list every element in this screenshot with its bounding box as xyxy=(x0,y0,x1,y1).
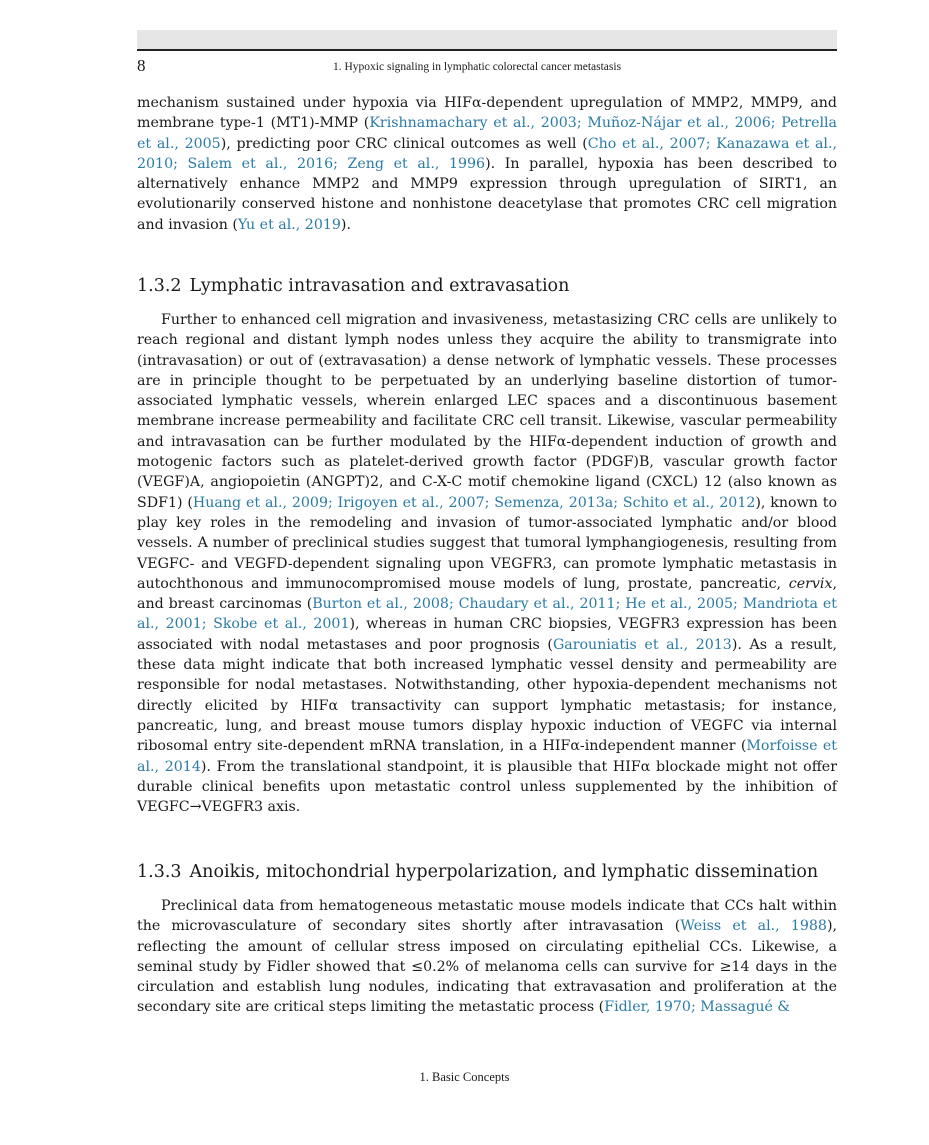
citation-link[interactable]: Morfoisse et al., 2014 xyxy=(137,738,837,775)
text-run: ). As a result, these data might indicate that both increased lymphatic vessel density and permeability are responsible for nodal metastases. Notwithstanding, other hypoxia-dependent mechanisms not directly elicited by HIFα transactivity can support lymphatic metastasis; for instance, pancreatic, lung, and breast mouse tumors display hypoxic induction of VEGFC via internal ribosomal entry site-dependent mRNA translation, in a HIFα-independent manner ( xyxy=(137,636,837,755)
citation-link[interactable]: Weiss et al., 1988 xyxy=(680,918,827,935)
page-number: 8 xyxy=(137,56,146,75)
citation-link[interactable]: Yu et al., 2019 xyxy=(237,216,341,233)
section-title: Anoikis, mitochondrial hyperpolarization, and lymphatic dissemination xyxy=(189,862,819,882)
text-run: Further to enhanced cell migration and invasiveness, metastasizing CRC cells are unlikely to reach regional and distant lymph nodes unless they acquire the ability to transmigrate into (intravasation) or out of (extravasation) a dense network of lymphatic vessels. These processes are in principle thought to be perpetuated by an underlying baseline distortion of tumor-associated lymphatic vessels, wherein enlarged LEC spaces and a discontinuous basement membrane increase permeability and facilitate CRC cell transit. Likewise, vascular permeability and intravasation can be further modulated by the HIFα-dependent induction of growth and motogenic factors such as platelet-derived growth factor (PDGF)B, vascular growth factor (VEGF)A, angiopoietin (ANGPT)2, and C-X-C motif chemokine ligand (CXCL) 12 (also known as SDF1) ( xyxy=(137,312,837,511)
section-2-paragraph xyxy=(137,310,837,817)
intro-paragraph xyxy=(137,93,837,235)
citation-link[interactable]: Krishnamachary et al., 2003; Muñoz-Nájar et al., 2006; Petrella et al., 2005 xyxy=(137,115,837,152)
section-title: Lymphatic intravasation and extravasation xyxy=(189,276,570,296)
text-run: ), predicting poor CRC clinical outcomes as well ( xyxy=(220,135,588,152)
text-run: , and breast carcinomas ( xyxy=(137,575,837,613)
text-run: ), whereas in human CRC biopsies, VEGFR3 expression has been associated with nodal metastases and poor prognosis ( xyxy=(137,616,837,653)
text-run: ). xyxy=(340,216,351,233)
section-heading-1-3-2 xyxy=(137,276,569,296)
citation-link[interactable]: Burton et al., 2008; Chaudary et al., 2011; He et al., 2005; Mandriota et al., 2001; Skobe et al., 2001 xyxy=(137,596,837,633)
text-run: ). From the translational standpoint, it is plausible that HIFα blockade might not offer durable clinical benefits upon metastatic control unless supplemented by the inhibition of VEGFC→VEGFR3 axis. xyxy=(137,758,837,816)
text-run: ), reflecting the amount of cellular stress imposed on circulating epithelial CCs. Likewise, a seminal study by Fidler showed that ≤0.2% of melanoma cells can survive for ≥14 days in the circulation and establish lung nodules, indicating that extravasation and proliferation at the secondary site are critical steps limiting the metastatic process ( xyxy=(137,918,838,1016)
section-3-paragraph xyxy=(137,896,837,1018)
section-3-paragraph-block xyxy=(137,896,837,1018)
text-run: mechanism sustained under hypoxia via HIFα-dependent upregulation of MMP2, MMP9, and membrane type-1 (MT1)-MMP ( xyxy=(137,95,837,132)
text-run: Preclinical data from hematogeneous metastatic mouse models indicate that CCs halt within the microvasculature of secondary sites shortly after intravasation ( xyxy=(137,898,837,935)
section-number: 1.3.3 xyxy=(137,862,182,882)
citation-link[interactable]: Cho et al., 2007; Kanazawa et al., 2010; Salem et al., 2016; Zeng et al., 1996 xyxy=(137,135,837,172)
citation-link[interactable]: Garouniatis et al., 2013 xyxy=(552,636,732,653)
citation-link[interactable]: Fidler, 1970; Massagué & xyxy=(604,999,791,1016)
intro-paragraph-block xyxy=(137,93,837,235)
header-rule xyxy=(137,30,837,51)
section-number: 1.3.2 xyxy=(137,276,182,296)
text-run: ), known to play key roles in the remodeling and invasion of tumor-associated lymphatic and/or blood vessels. A number of preclinical studies suggest that tumoral lymphangiogenesis, resulting from VEGFC- and VEGFD-dependent signaling upon VEGFR3, can promote lymphatic metastasis in autochthonous and immunocompromised mouse models of lung, prostate, pancreatic, xyxy=(137,494,837,592)
running-title: 1. Hypoxic signaling in lymphatic colorectal cancer metastasis xyxy=(333,61,622,73)
citation-link[interactable]: Huang et al., 2009; Irigoyen et al., 2007; Semenza, 2013a; Schito et al., 2012 xyxy=(192,494,756,511)
page-footer: 1. Basic Concepts xyxy=(419,1070,510,1084)
text-run: ). In parallel, hypoxia has been described to alternatively enhance MMP2 and MMP9 expression through upregulation of SIRT1, an evolutionarily conserved histone and nonhistone deacetylase that promotes CRC cell migration and invasion ( xyxy=(137,155,837,233)
section-heading-1-3-3 xyxy=(137,862,818,882)
section-2-paragraph-block xyxy=(137,310,837,817)
emphasized-term: cervix xyxy=(788,575,833,592)
